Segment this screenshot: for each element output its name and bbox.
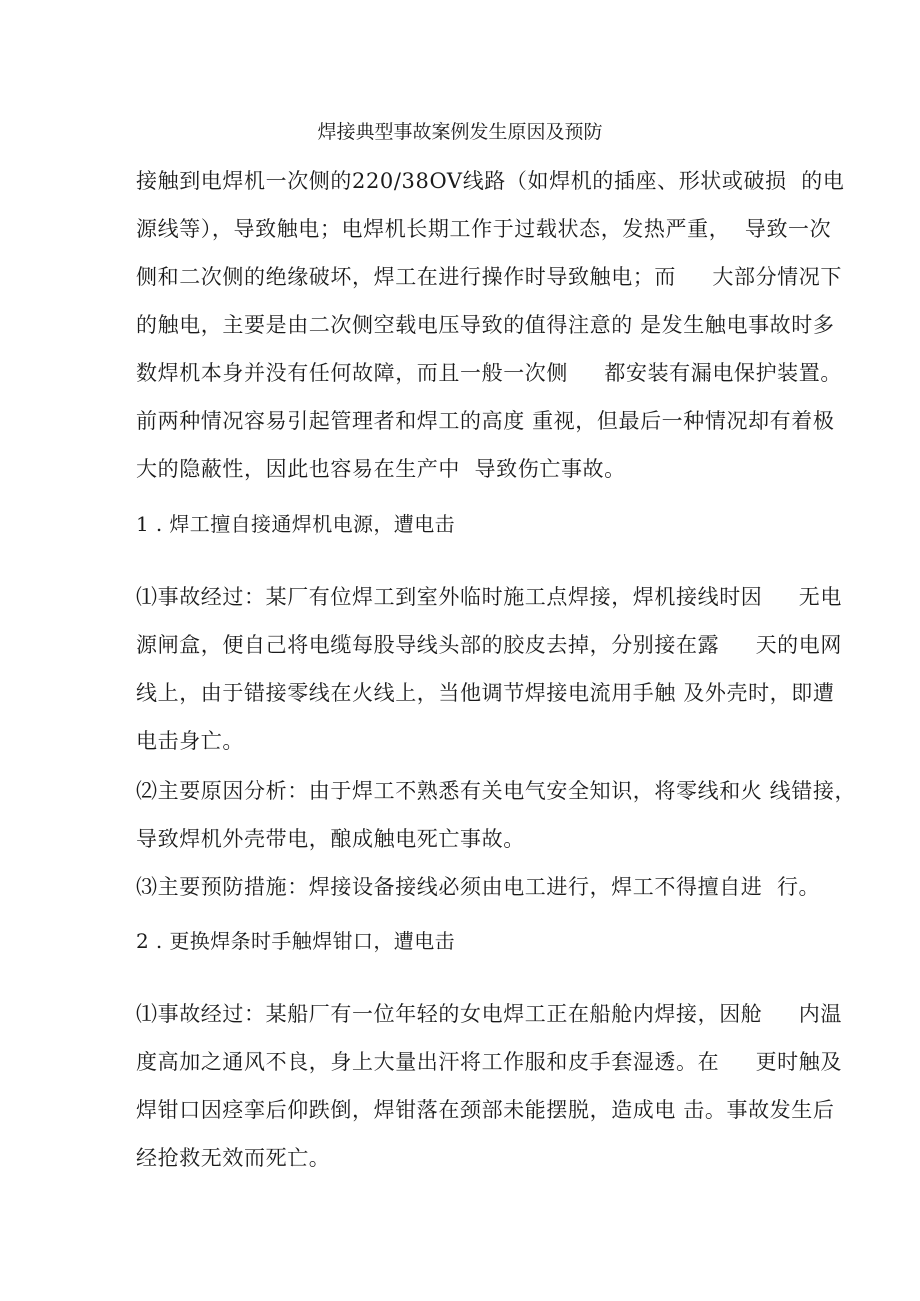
case1-line: 电击身亡。: [136, 729, 244, 753]
case1-line: 源闸盒，便自己将电缆每股导线头部的胶皮去掉，分别接在露 天的电网: [136, 633, 842, 657]
case2-line: 经抢救无效而死亡。: [136, 1146, 331, 1170]
document-title: 焊接典型事故案例发生原因及预防: [317, 121, 603, 143]
case2-line: 焊钳口因痉挛后仰跌倒，焊钳落在颈部未能摆脱，造成电 击。事故发生后: [136, 1098, 835, 1122]
case2-line: ⑴事故经过：某船厂有一位年轻的女电焊工正在船舱内焊接，因舱 内温: [136, 1002, 842, 1026]
case1-line: ⑶主要预防措施：焊接设备接线必须由电工进行，焊工不得擅自进 行。: [136, 875, 821, 899]
intro-line: 源线等），导致触电；电焊机长期工作于过载状态，发热严重， 导致一次: [136, 217, 832, 241]
case2-line: 度高加之通风不良，身上大量出汗将工作服和皮手套湿透。在 更时触及: [136, 1050, 842, 1074]
intro-line: 前两种情况容易引起管理者和焊工的高度 重视，但最后一种情况却有着极: [136, 409, 835, 433]
intro-line: 的触电，主要是由二次侧空载电压导致的值得注意的 是发生触电事故时多: [136, 313, 835, 337]
case1-line: ⑵主要原因分析：由于焊工不熟悉有关电气安全知识，将零线和火 线错接，: [136, 779, 857, 803]
case1-line: 线上，由于错接零线在火线上，当他调节焊接电流用手触 及外壳时，即遭: [136, 681, 835, 705]
intro-line: 数焊机本身并没有任何故障，而且一般一次侧 都安装有漏电保护装置。: [136, 361, 842, 385]
case1-line: 导致焊机外壳带电，酿成触电死亡事故。: [136, 827, 525, 851]
case1-line: ⑴事故经过：某厂有位焊工到室外临时施工点焊接，焊机接线时因 无电: [136, 585, 842, 609]
case2-heading: 2 . 更换焊条时手触焊钳口，遭电击: [136, 929, 455, 953]
case1-heading: 1 . 焊工擅自接通焊机电源，遭电击: [136, 512, 455, 536]
intro-line: 接触到电焊机一次侧的220/38OV线路（如焊机的插座、形状或破损 的电: [136, 169, 845, 193]
intro-line: 侧和二次侧的绝缘破坏，焊工在进行操作时导致触电；而 大部分情况下: [136, 265, 842, 289]
intro-line: 大的隐蔽性，因此也容易在生产中 导致伤亡事故。: [136, 457, 626, 481]
